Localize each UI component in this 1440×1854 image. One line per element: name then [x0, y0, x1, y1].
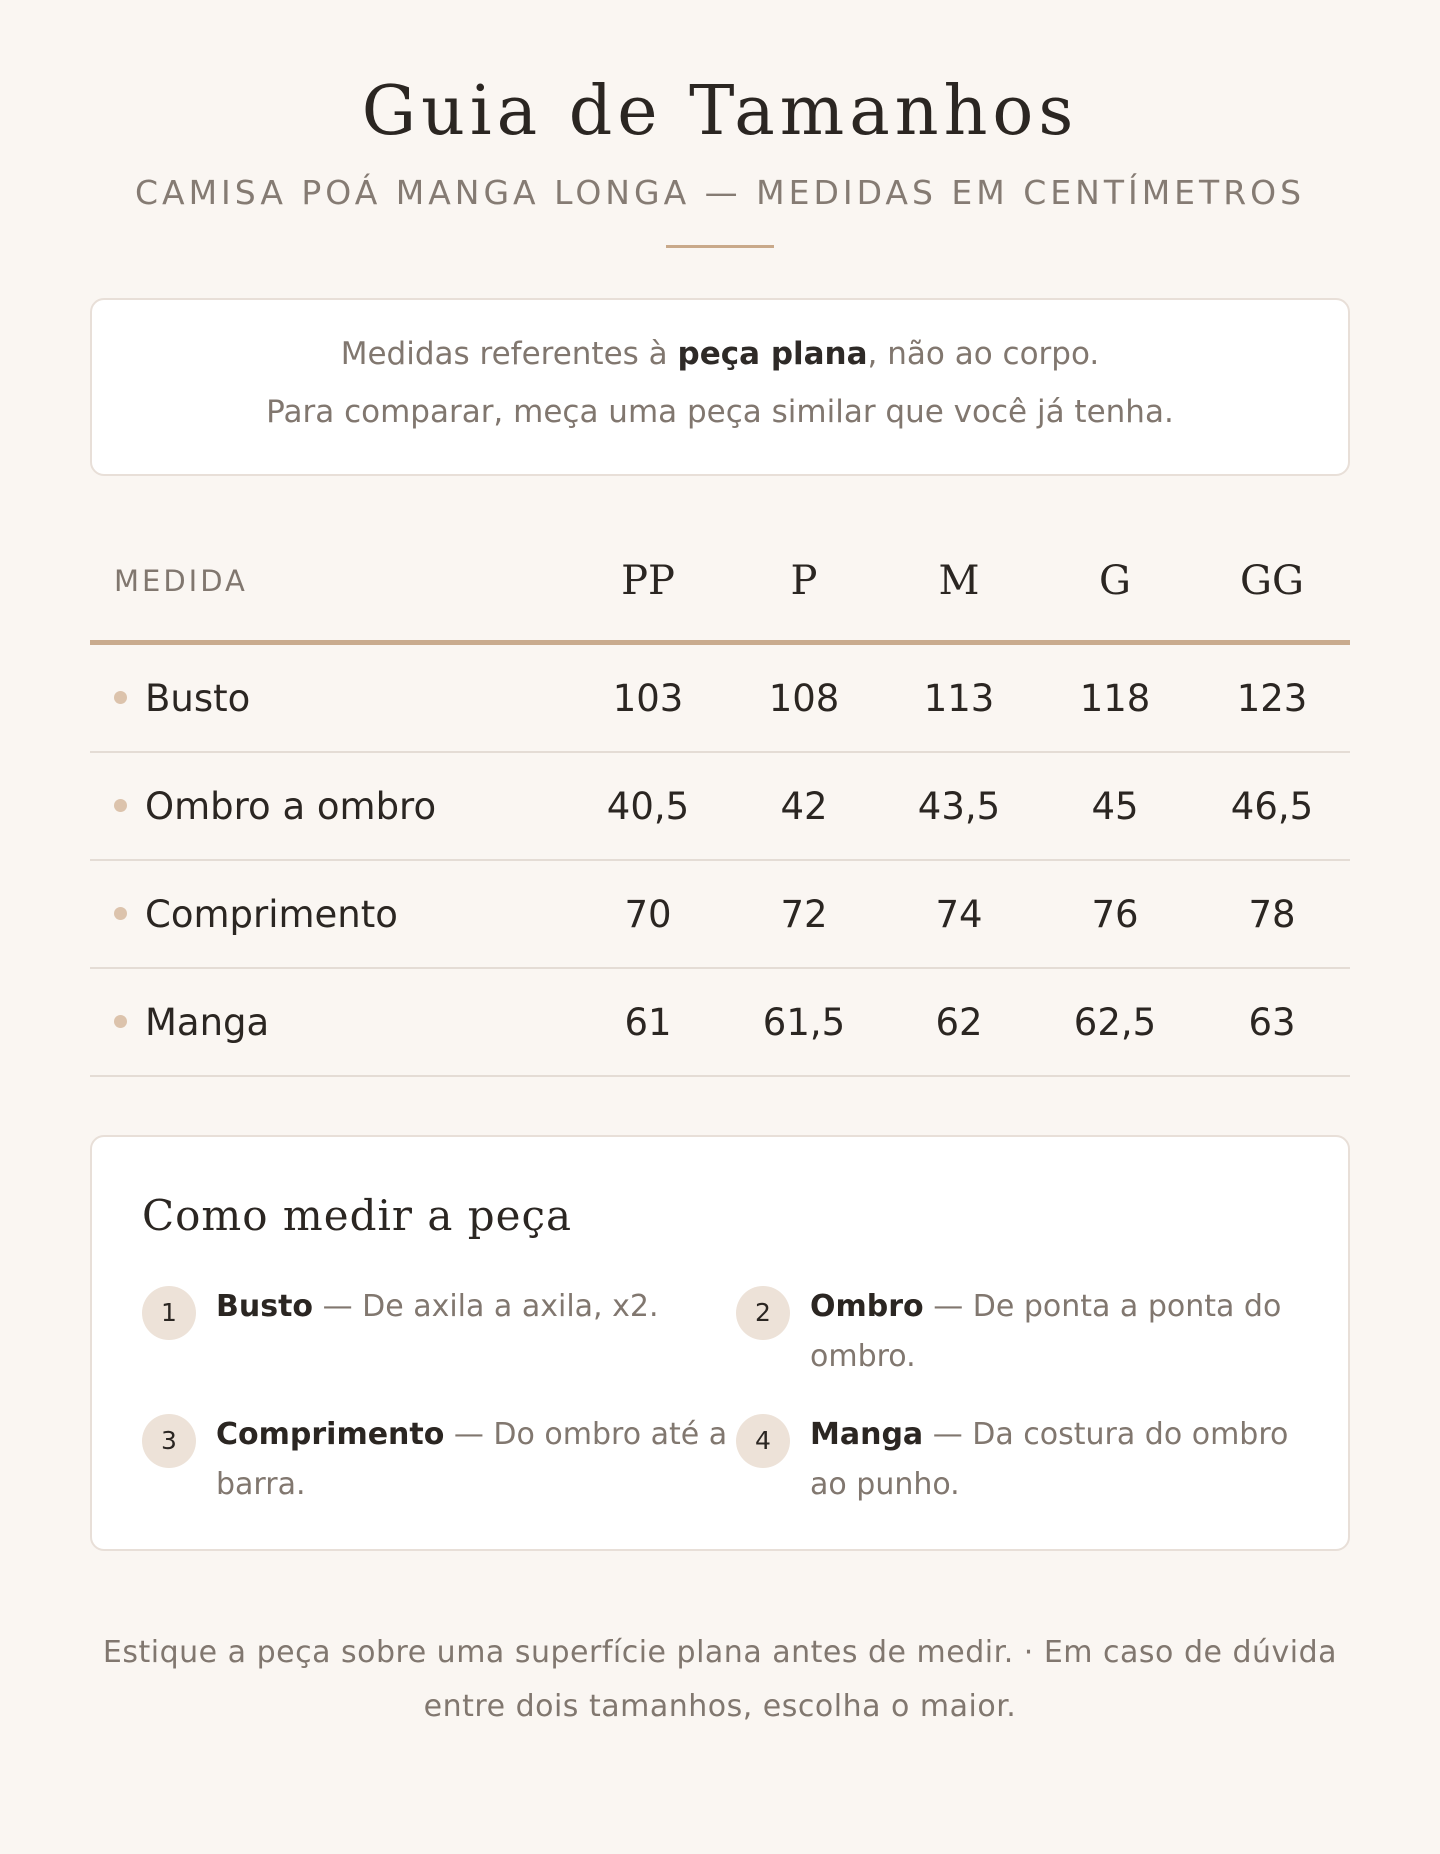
table-cell: 45: [1036, 752, 1194, 860]
bullet-dot: [114, 907, 127, 920]
table-cell: 61: [570, 968, 726, 1076]
step-name: Ombro: [810, 1289, 924, 1324]
table-cell: 61,5: [726, 968, 882, 1076]
step-name: Manga: [810, 1417, 924, 1452]
table-cell: 108: [726, 643, 882, 753]
table-cell: 42: [726, 752, 882, 860]
row-label-cell: [90, 752, 570, 860]
row-label: Busto: [145, 676, 251, 720]
table-cell: 113: [882, 643, 1036, 753]
footer-tip: [90, 1626, 1350, 1734]
footer-line-2: entre dois tamanhos, escolha o maior.: [423, 1689, 1017, 1724]
row-label-cell: [90, 643, 570, 753]
page-subtitle: CAMISA POÁ MANGA LONGA — MEDIDAS EM CENTÍMETROS: [134, 173, 1306, 212]
table-cell: 76: [1036, 860, 1194, 968]
bullet-dot: [114, 799, 127, 812]
table-cell: 103: [570, 643, 726, 753]
flat-measure-note: [90, 298, 1350, 476]
table-row: [90, 860, 1350, 968]
step-description: — Do ombro até a barra.: [216, 1417, 728, 1502]
table-cell: 43,5: [882, 752, 1036, 860]
table-cell: 74: [882, 860, 1036, 968]
column-header-size: GG: [1194, 522, 1350, 643]
note-emphasis: peça plana: [677, 336, 868, 372]
table-cell: 40,5: [570, 752, 726, 860]
table-row: [90, 643, 1350, 753]
row-label: Manga: [145, 1000, 270, 1044]
table-row: [90, 752, 1350, 860]
table-row: [90, 968, 1350, 1076]
note-line-1: [92, 336, 1348, 372]
row-label: Ombro a ombro: [145, 784, 437, 828]
step-text: [810, 1410, 1330, 1510]
footer-line-1: Estique a peça sobre uma superfície plana antes de medir. · Em caso de dúvida: [102, 1635, 1338, 1670]
size-table: [90, 522, 1350, 1077]
column-header-size: M: [882, 522, 1036, 643]
table-cell: 70: [570, 860, 726, 968]
column-header-size: PP: [570, 522, 726, 643]
note-line-2: Para comparar, meça uma peça similar que você já tenha.: [266, 394, 1174, 430]
step-name: Comprimento: [216, 1417, 445, 1452]
table-cell: 62,5: [1036, 968, 1194, 1076]
table-cell: 118: [1036, 643, 1194, 753]
table-cell: 72: [726, 860, 882, 968]
step-text: [216, 1282, 736, 1332]
title-divider: [666, 245, 774, 248]
table-cell: 123: [1194, 643, 1350, 753]
how-to-measure-card: [90, 1135, 1350, 1551]
step-description: — De ponta a ponta do ombro.: [810, 1289, 1282, 1374]
column-header-measure: MEDIDA: [90, 522, 570, 643]
note-prefix: Medidas referentes à: [340, 336, 678, 372]
column-header-size: P: [726, 522, 882, 643]
table-cell: 63: [1194, 968, 1350, 1076]
step-text: [216, 1410, 736, 1510]
row-label: Comprimento: [145, 892, 398, 936]
column-header-size: G: [1036, 522, 1194, 643]
table-header-row: [90, 522, 1350, 643]
step-number-badge: 1: [142, 1286, 196, 1340]
table-cell: 62: [882, 968, 1036, 1076]
row-label-cell: [90, 860, 570, 968]
step-number-badge: 2: [736, 1286, 790, 1340]
bullet-dot: [114, 691, 127, 704]
step-number-badge: 4: [736, 1414, 790, 1468]
bullet-dot: [114, 1015, 127, 1028]
table-cell: 78: [1194, 860, 1350, 968]
page-title: Guia de Tamanhos: [361, 72, 1079, 151]
how-to-measure-title: Como medir a peça: [142, 1191, 573, 1240]
step-name: Busto: [216, 1289, 314, 1324]
step-text: [810, 1282, 1330, 1382]
step-description: — Da costura do ombro ao punho.: [810, 1417, 1289, 1502]
table-cell: 46,5: [1194, 752, 1350, 860]
note-suffix: , não ao corpo.: [867, 336, 1100, 372]
row-label-cell: [90, 968, 570, 1076]
step-description: — De axila a axila, x2.: [313, 1289, 659, 1324]
step-number-badge: 3: [142, 1414, 196, 1468]
